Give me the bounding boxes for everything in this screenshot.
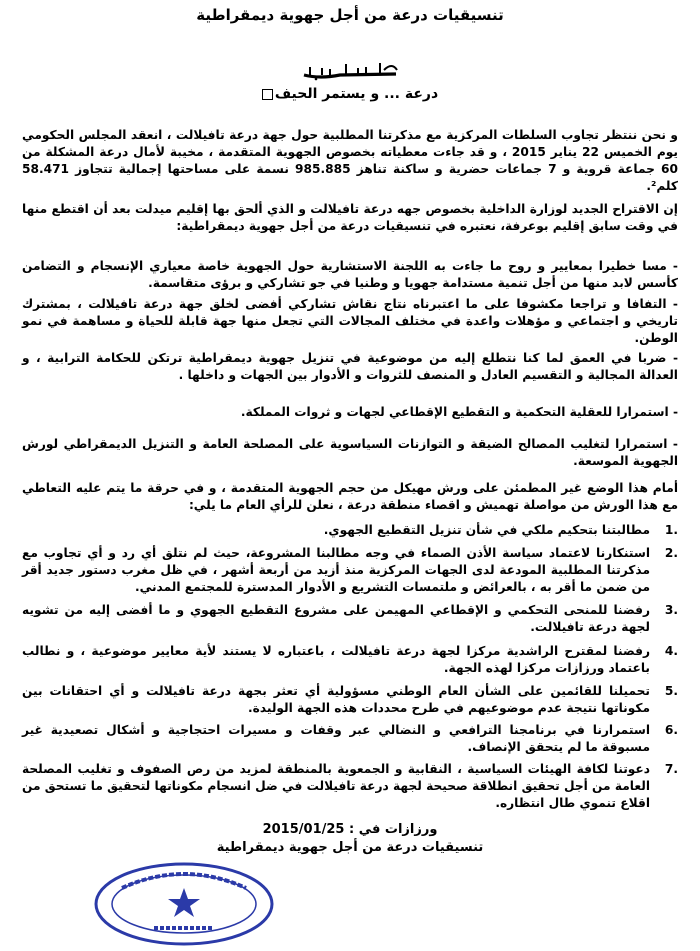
item-number: 4. <box>664 644 678 658</box>
point-paragraph: - استمرارا للعقلية التحكمية و التقطيع الإقطاعي لجهات و ثروات المملكة. <box>240 405 678 419</box>
page-title: تنسيقيات درعة من أجل جهوية ديمقراطية <box>196 6 504 24</box>
intro-paragraph: و نحن ننتظر تجاوب السلطات المركزية مع مذكرتنا المطلبية حول جهة درعة تافيلالت ، انعقد المجلس الحكومي يوم الخميس 22 يناير 2015 ، و قد جاءت معطياته بخصوص الجهوية المتقدمة ، مخيبة لأمال درعة المشكلة من 60 جماعة قروية و 7 جماعات حضرية و ساكنة تناهز 985.885 نسمة على مساحتها إجمالية تتجاوز 58.471 كلم². <box>22 128 679 193</box>
place-date: ورزازات في : 2015/01/25 <box>262 822 438 837</box>
item-text: مطالبتنا بتحكيم ملكي في شأن تنزيل التقطيع الجهوي. <box>323 523 650 537</box>
item-text: تحميلنا للقائمين على الشأن العام الوطني مسؤولية أي تعثر بجهة درعة تافيلالت و أي احتقانات بين مكوناتها نتيجة عدم موضوعيهم في طرح محددات هذه الجهة الوليدة. <box>22 684 650 715</box>
item-number: 1. <box>664 523 678 537</box>
list-item <box>22 602 678 636</box>
list-item <box>22 761 678 812</box>
item-number: 2. <box>664 546 678 560</box>
point-paragraph: - مسا خطيرا بمعايير و روح ما جاءت به اللجنة الاستشارية حول الجهوية خاصة معياري الإنسجام و التضامن كأسس لابد منها من أجل تنمية مستدامة جهويا و وطنيا في جو تشاركي و برؤى متقاسمة. <box>22 259 678 290</box>
item-text: استنكارنا لاعتماد سياسة الأذن الصماء في وجه مطالبنا المشروعة، حيث لم نتلق أي رد و أي تجاوب مع مذكرتنا المطلبية المودعة لدى الجهات المركزية منذ أزيد من أربعة أشهر ، في ظل مغرب دستور جديد أقر من ضمن ما أقر به ، بالعرائض و ملتمسات التشريع و الأدوار المدسترة للمجتمع المدني. <box>22 546 650 594</box>
stamp-icon <box>92 858 277 946</box>
basmala-calligraphy <box>0 58 700 86</box>
point-paragraph: - التفافا و تراجعا مكشوفا على ما اعتبرناه نتاج نقاش تشاركي أفضى لخلق جهة درعة تافيلالت ، بمشترك تاريخي و اجتماعي و مؤهلات واعدة في مختلف المجالات التي تجعل منها جهة قابلة للحياة و مساهمة في نمو الوطن. <box>22 297 678 345</box>
list-item <box>22 545 678 596</box>
declaration-intro: أمام هذا الوضع غير المطمئن على ورش مهيكل من حجم الجهوية المتقدمة ، و في حرقة ما يتم عليه التعاطي مع هذا الورش من مواصلة تهميش و اقصاء منطقة درعة ، نعلن للرأي العام ما يلي: <box>22 481 678 512</box>
item-number: 3. <box>664 603 678 617</box>
list-item <box>22 722 678 756</box>
basmala-icon <box>300 58 400 82</box>
list-item <box>22 683 678 717</box>
document-subtitle <box>0 86 700 102</box>
point-paragraph: - ضربا في العمق لما كنا نتطلع إليه من موضوعية في تنزيل جهوية ديمقراطية ترتكن للحكامة الترابية ، و العدالة المجالية و التقسيم العادل و المنصف للثروات و الأدوار بين الجهات و داخلها . <box>22 351 678 382</box>
item-number: 6. <box>664 723 678 737</box>
list-item <box>22 643 678 677</box>
item-text: رفضنا لمقترح الراشدية مركزا لجهة درعة تافيلالت ، باعتباره لا يستند لأية معايير موضوعية ، و نطالب باعتماد ورزازات مركزا لهذه الجهة. <box>22 644 650 675</box>
list-item <box>22 522 678 539</box>
item-text: استمرارنا في برنامجنا الترافعي و النضالي عبر وقفات و مسيرات احتجاجية و أشكال تصعيدية غير مسبوقة ما لم يتحقق الإنصاف. <box>22 723 650 754</box>
subtitle-text: درعة ... و يستمر الحيف <box>274 86 439 102</box>
item-number: 7. <box>664 762 678 776</box>
proposal-paragraph: إن الاقتراح الجديد لوزارة الداخلية بخصوص جهه درعة تافيلالت و الذي ألحق بها إقليم ميدلت بعد أن اقتطع منها في وقت سابق إقليم بوعرفة، نعتبره في تنسيقيات درعة من أجل جهوية ديمقراطية: <box>22 202 678 233</box>
checkbox-icon <box>262 89 273 100</box>
point-paragraph: - استمرارا لتغليب المصالح الضيقة و التوازنات السياسوية على المصلحة العامة و التنزيل الديمقراطي لورش الجهوية الموسعة. <box>22 437 678 468</box>
item-number: 5. <box>664 684 678 698</box>
item-text: دعوتنا لكافة الهيئات السياسية ، النقابية و الجمعوية بالمنطقة لمزيد من رص الصفوف و تغليب المصلحة العامة من أجل تحقيق انطلاقة صحيحة لجهة درعة تافيلالت في ضل انسجام مكوناتها لتحقيق ما تستحق من اقلاع تنموي طال انتظاره. <box>22 762 650 810</box>
signature-org: تنسيقيات درعة من أجل جهوية ديمقراطية <box>216 840 484 855</box>
item-text: رفضنا للمنحى التحكمي و الإقطاعي المهيمن على مشروع التقطيع الجهوي و ما أفضى إليه من تشويه لجهة درعة تافيلالت. <box>22 603 650 634</box>
